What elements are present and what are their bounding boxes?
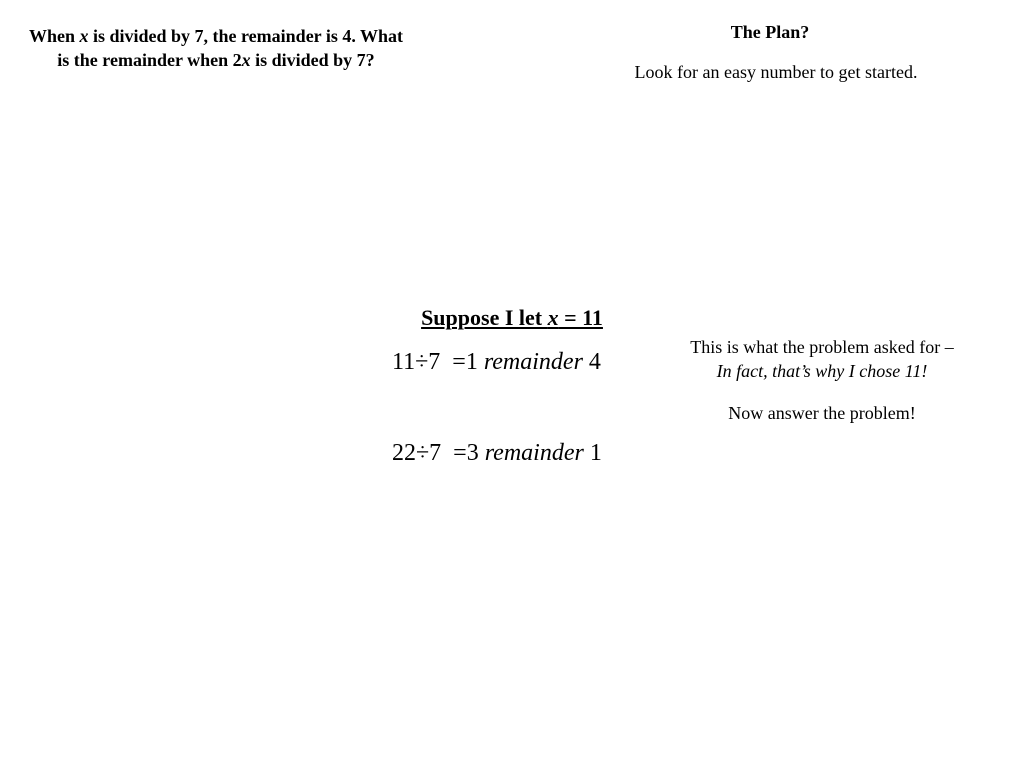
- problem-statement: [28, 24, 404, 72]
- answer-prompt: Now answer the problem!: [728, 403, 916, 423]
- variable-x: x: [547, 305, 559, 330]
- variable-x: x: [79, 26, 89, 46]
- divide-sign: ÷: [415, 349, 429, 375]
- remainder-value: 1: [589, 440, 602, 466]
- note-line-asked-for: This is what the problem asked for –: [690, 337, 954, 357]
- equals-sign: =: [453, 440, 467, 466]
- remainder-word: remainder: [483, 349, 583, 375]
- divisor: 7: [428, 349, 441, 375]
- problem-text-1: When: [28, 26, 80, 46]
- note-line-why-11: In fact, that’s why I chose 11!: [716, 361, 928, 381]
- suppose-heading: [392, 305, 632, 331]
- equation-22-div-7: [392, 440, 642, 467]
- explanation-note: [664, 335, 980, 383]
- suppose-suffix: = 11: [558, 305, 603, 330]
- plan-heading: The Plan?: [730, 22, 810, 42]
- divisor: 7: [429, 440, 442, 466]
- quotient: 3: [466, 440, 479, 466]
- suppose-prefix: Suppose I let: [421, 305, 548, 330]
- dividend: 22: [392, 440, 416, 466]
- remainder-value: 4: [588, 349, 601, 375]
- variable-x: x: [241, 50, 251, 70]
- problem-text-3: is divided by 7?: [250, 50, 375, 70]
- plan-description: Look for an easy number to get started.: [634, 62, 918, 82]
- equals-sign: =: [452, 349, 466, 375]
- remainder-word: remainder: [484, 440, 584, 466]
- problem-text-2: is divided by 7, the remainder is 4. What is the remainder when 2: [57, 26, 404, 70]
- quotient: 1: [465, 349, 478, 375]
- equation-11-div-7: [392, 349, 642, 376]
- dividend: 11: [392, 349, 416, 375]
- divide-sign: ÷: [416, 440, 430, 466]
